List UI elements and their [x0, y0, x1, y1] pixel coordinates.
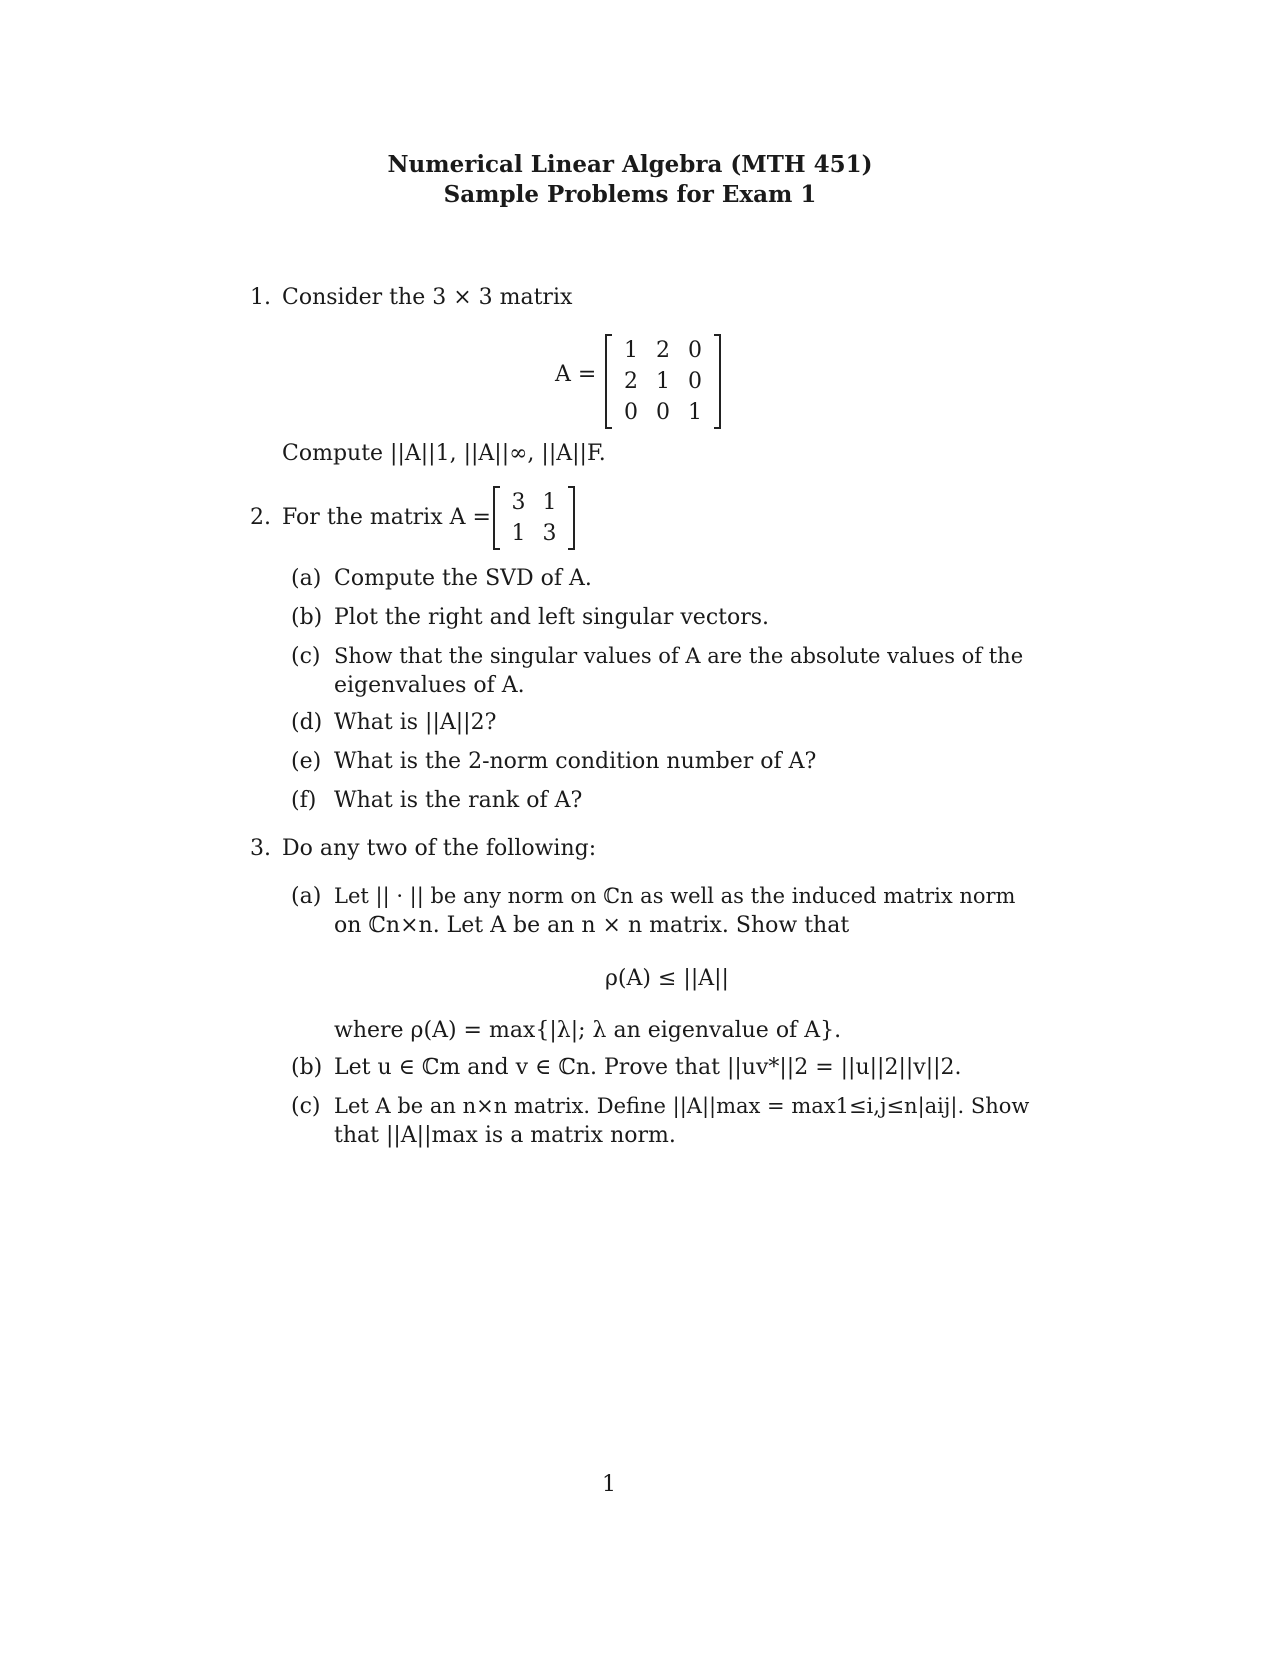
problem-2-part-b-text: Plot the right and left singular vectors. [334, 605, 770, 630]
matrix-cell: 0 [656, 400, 670, 425]
matrix-cell: 2 [624, 369, 638, 394]
problem-2-intro: For the matrix A = [282, 505, 491, 530]
matrix-cell: 0 [688, 338, 702, 363]
problem-3-part-c-line-1: Let A be an n×n matrix. Define ||A||max = max1≤i,j≤n|aij|. Show [334, 1094, 1030, 1118]
problem-1-intro: Consider the 3 × 3 matrix [282, 285, 573, 310]
title-line-1: Numerical Linear Algebra (MTH 451) [387, 151, 873, 178]
problem-2-part-d-label: (d) [291, 710, 323, 735]
problem-2-part-b-label: (b) [291, 605, 323, 630]
problem-2-part-a-label: (a) [291, 566, 322, 591]
problem-2-matrix [493, 487, 575, 549]
problem-2-part-f-label: (f) [291, 788, 317, 813]
problem-2-part-a-text: Compute the SVD of A. [334, 566, 592, 591]
title-line-2: Sample Problems for Exam 1 [443, 181, 817, 208]
problem-3-part-c-line-2: that ||A||max is a matrix norm. [334, 1123, 676, 1148]
problem-2-part-c-label: (c) [291, 644, 321, 669]
problem-2-part-e-label: (e) [291, 749, 322, 774]
matrix-cell: 1 [511, 521, 526, 546]
page-number: 1 [602, 1472, 616, 1497]
problem-3-part-a-label: (a) [291, 884, 322, 909]
matrix-cell: 1 [688, 400, 702, 425]
problem-3-part-a-line-3: where ρ(A) = max{|λ|; λ an eigenvalue of A}. [334, 1018, 842, 1043]
problem-2-part-c-text-cont: eigenvalues of A. [334, 673, 525, 698]
problem-3-part-a-line-1: Let || · || be any norm on ℂn as well as the induced matrix norm [334, 884, 1016, 908]
matrix-cell: 1 [624, 338, 638, 363]
problem-1-matrix [605, 335, 721, 428]
matrix-cell: 0 [688, 369, 702, 394]
problem-3-number: 3. [250, 836, 271, 861]
problem-2-number: 2. [250, 505, 271, 530]
matrix-cell: 2 [656, 338, 670, 363]
problem-3-part-a-line-2: on ℂn×n. Let A be an n × n matrix. Show that [334, 913, 850, 938]
matrix-cell: 1 [656, 369, 670, 394]
problem-1-number: 1. [250, 285, 271, 310]
problem-3-part-b-line-1: Let u ∈ ℂm and v ∈ ℂn. Prove that ||uv*||2 = ||u||2||v||2. [334, 1055, 962, 1080]
problem-3-part-a-display-formula: ρ(A) ≤ ||A|| [605, 966, 729, 991]
problem-1-matrix-label: A = [555, 362, 597, 387]
problem-3-part-c-label: (c) [291, 1094, 321, 1119]
problem-1-task: Compute ||A||1, ||A||∞, ||A||F. [282, 441, 606, 466]
matrix-cell: 0 [624, 400, 638, 425]
problem-2-part-e-text: What is the 2-norm condition number of A? [334, 749, 817, 774]
problem-3-part-b-label: (b) [291, 1055, 323, 1080]
problem-3-intro: Do any two of the following: [282, 836, 597, 861]
problem-2-part-f-text: What is the rank of A? [334, 788, 583, 813]
matrix-cell: 3 [542, 521, 557, 546]
problem-2-part-d-text: What is ||A||2? [334, 710, 497, 735]
problem-2-part-c-text: Show that the singular values of A are the absolute values of the [334, 644, 1024, 668]
matrix-cell: 1 [542, 490, 557, 515]
matrix-cell: 3 [511, 490, 526, 515]
